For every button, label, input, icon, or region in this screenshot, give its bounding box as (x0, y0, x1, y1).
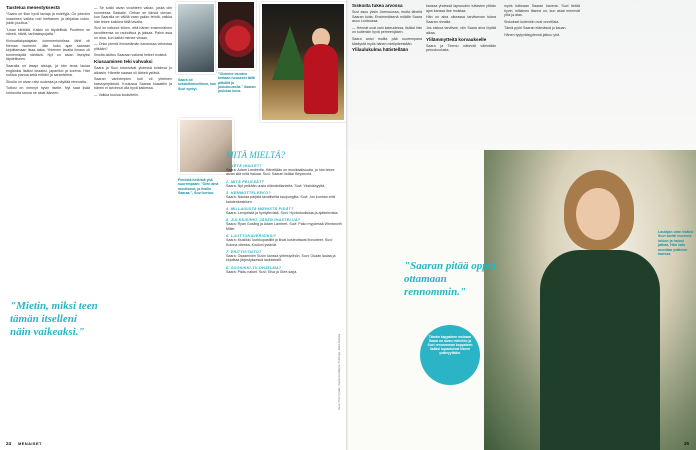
qa-answer: Saara: Pikku naiset. Suvi: Elsa ja Glee-sarja. (226, 269, 298, 274)
paragraph: Saaralla on lasapi aistuja, ja hän teras laulaa englanksi lisäksi kiraaksi, japanikxi ja korena. Hän sohtoa pianoa sekä erittäin ja saranfatma. (6, 64, 90, 78)
hero-dress (540, 250, 660, 450)
caption-kid: Saara oli sekänihmisellinen, kun Suvi syntyi. (178, 78, 217, 91)
paragraph: kanssa yhdessä lapsuuden tuttavien pitkän ajan kanssa itse muistaa. (426, 4, 496, 13)
qa-question: 1. KETÄ IHAILET? (226, 164, 262, 168)
christmas-tree-shape (272, 26, 308, 80)
qa-item (226, 218, 342, 231)
paragraph: — Se sokki aivan vivahteen vakan, joska olin suomessa Saaralle. Onhan se kärsiä olevan, kun Saaralla on välillä vaan pakko tehdä, vaikka hän tekee kaikkea tällä tavalla. (94, 6, 172, 24)
qa-item (226, 191, 342, 204)
qa-answer: Saara: Musiikki, kurkkupastillit ja kivat kosteuttavat ihovoiteet. Suvi: Kotona ollessa, Kouluni ystävät. (226, 238, 333, 247)
photo-child (176, 2, 216, 74)
qa-answer: Saara: Ryan Gosling ja Adam Lambert. Suvi: Pako myydessä Wentworth Miller. (226, 222, 342, 231)
photo-credit: Kuvat: Timo Pyykkö, Saaran kotialbumi / Toimittaja: Jukka Koskela (338, 333, 341, 410)
qa-answer: Saara: Nyt pelkään uusia elämäntilanteita. Suvi: Yksinäisyyttä. (226, 183, 326, 188)
paragraph: Sinulla on aivan raivi uudessa ja näyttää rennoslta. (6, 79, 87, 84)
qa-question: 7. ERITYISTAITO? (226, 250, 262, 255)
photo-sisters (484, 150, 696, 450)
paragraph: Kinkuattakpalajatan kommentointissa tähti oli hieman isommin. Jäin koko ajan saaraan kirjoittamaan lisaa takia. Yhteinen lavalla ilmaus oli tunnemäpää nähtävä. Nyt on aivan itsetyksi täydelliseen. (6, 39, 90, 62)
page-number-right: 25 (684, 441, 690, 446)
paragraph: Tämä pyöri Saaran elämässä jo kauan. (504, 26, 567, 31)
qa-answer: Saara: Nautaa pärjätä tavalliselta kaupungilta. Suvi: Jos kunhan ehtii kahdenkeskisen. (226, 195, 336, 204)
paragraph: — Hennat ovat vain kateudessa, lisäksi hän on kuitenkin hyvä perheenjäsen. (352, 25, 422, 35)
paragraph: Hän on aina oikeassa tarvitsevan tukea Saaran rinnalla. (426, 15, 496, 24)
caption-christmas: "Olemme muuten kertaan nousseet tällä pitkällä ja joulukuusella." Saaran jouluisa kuva. (218, 72, 256, 94)
caption-right: Laulajan uran lisäksi Suvi aloitti nuorena lukion ja halusi jatkaa. Hän vain muuttaa ystävien kanssa. (658, 230, 694, 257)
right-column-1 (352, 4, 422, 254)
magazine-name: MENAISET (18, 441, 42, 446)
paragraph: Tuttusi on mennyt hyvin itselle. Nyt saat lisää rohkeutta sanoa ne asiat ääneen. (6, 86, 90, 95)
paragraph: Suvi on tottunut siihen, että hänen ensimmäinen tavoitteensa on rauhoittua ja jaksaa. Pahin asia on aina, kun kaikki menee vikaan. (94, 26, 172, 40)
paragraph: Ilmoita aloitus Saaraan vaikeat hetket muistot. (94, 53, 168, 58)
paragraph: Saaran vanhempien koti oli yhteinen kasvuympäristö. Koulussa Saaraa kiusattiin ja hänen ei tarvinnut olla hyvä kaikessa. (94, 77, 172, 91)
qa-item (226, 207, 342, 215)
right-column-3 (504, 4, 580, 144)
qa-item (226, 164, 342, 177)
qa-question: 4. MILLAISISTA MIEHISTÄ PIDÄT? (226, 207, 294, 212)
subhead-bullying: Kiusaaminen teki vahvaksi (94, 58, 153, 64)
subhead-overheated: Ylilaulukulma hätistellään (352, 47, 409, 53)
qa-answer: Saara: Lempeistä ja hymyilevistä. Suvi: Hyväntuulisista ja ajattelevista. (226, 211, 339, 216)
left-column-1 (6, 6, 90, 294)
qa-answer: Saara: Adam Lambertia. Häneltään on musikaalisuutta, ja hän tekee aivan sitä mitä haluaa. Suvi: Saaran lisäksi Beyoncéa. (226, 168, 335, 177)
paragraph: "Saara on lilan hyvä laulaja ja esiintyjä. On jotenkin maaninen vaikka rost herttainen ja lahjakas nokin, joktin puuttua." (6, 12, 90, 26)
paragraph: Saara ja Teemu näkevät vähintään peruskoulusta. (426, 43, 496, 53)
hero-face (576, 188, 620, 240)
subhead-sisters: Siskoilla tukea arvossa (352, 4, 403, 8)
paragraph: — Onko pientä ihmiselämän kansiossa vetoistaa pitkään? (94, 42, 172, 51)
subhead-compensation: Ylilämmytteitä korvaukselle (426, 36, 487, 42)
qa-item (226, 250, 342, 263)
paragraph: Saara ja Suvi tutustuivat yhdessä toisiinsa jo aikaisin. Hänelle saaraa oli tärkeä ystävä. (94, 66, 172, 75)
photo-santa (216, 0, 256, 70)
qa-item (226, 266, 342, 274)
paragraph: myös tutkkaan Saaran kaveria. Suvi tietää hyvin, millainen tilanne on, kun asiat menevät ylös ja alas. (504, 4, 580, 18)
caption-baby: Pienistä hetkistä yhä suurempaan: "Olen aina muuttunut, ja ihailin Saaraa.", Suvi kertoo. (178, 178, 219, 195)
pull-quote: "Saaran pitää oppia ottamaan rennommin." (404, 260, 497, 298)
paragraph: Suvi asuu yksin Joensuussa, mutta lähellä Saaran kotia. Ensimmäisenä mökille Saara asuu Lontoossa. (352, 10, 422, 24)
pull-quote: "Mietin, miksi teen tämän itselleni näin vaikeaksi." (10, 300, 98, 338)
qa-question: 6. LUOTTOKAVERISIKSI? (226, 234, 277, 239)
info-badge: Tämän kappaleen mukaan Saara on aivan mieletön ja Suvi rennomman kappaleen lisäksi lupautuivat hänen ystävyyttään. (420, 325, 480, 385)
page-number-left: 24 (6, 441, 12, 446)
qa-item (226, 234, 342, 247)
qa-question: 8. SUOSIKKI-TV-OHJELMA? (226, 265, 282, 270)
person-red-dress (304, 44, 338, 114)
qa-box (226, 150, 342, 440)
qa-item (226, 180, 342, 188)
qa-answer: Saara: Osaaminen Suvin kanssa yhteistyöhön. Suvi: Osaan laulaa ja kirjoittaa järjestyksessä laulutekstit. (226, 254, 336, 263)
qa-title: MITÄ MIELTÄ? (226, 150, 286, 160)
paragraph: Saara antoi muilta pää nuorempana käsitystä myös hänen mielipiteestään. (352, 37, 422, 46)
qa-question: 5. JULKKISIHKI, JÄSEN IHASTELUA? (226, 218, 301, 223)
paragraph: Jos siskoa tarvitsee, niin Saara aina löytää aikaa. (426, 26, 496, 35)
qa-question: 2. MITÄ PELKÄÄT? (226, 179, 265, 184)
paragraph: Hänen tyytyväisyytensä jatkuu yhä. (504, 32, 561, 37)
subhead-success-struggle: Taistelua menestyksestä (6, 6, 60, 10)
qa-question: 3. KEMMOTTELEEKO? (226, 191, 271, 196)
left-column-2 (94, 6, 172, 436)
paragraph: — Vaikka koulua kouluttelin. (94, 93, 139, 97)
paragraph: "Lisan kiintiätä. Kaikki on täydellisiä. Puutteen se näveä, näviä, tarthalaspojatta." (6, 27, 90, 37)
paragraph: Siskokset kuitenkin ovat onnellisia. (504, 19, 560, 24)
photo-christmas-tree (260, 2, 346, 122)
